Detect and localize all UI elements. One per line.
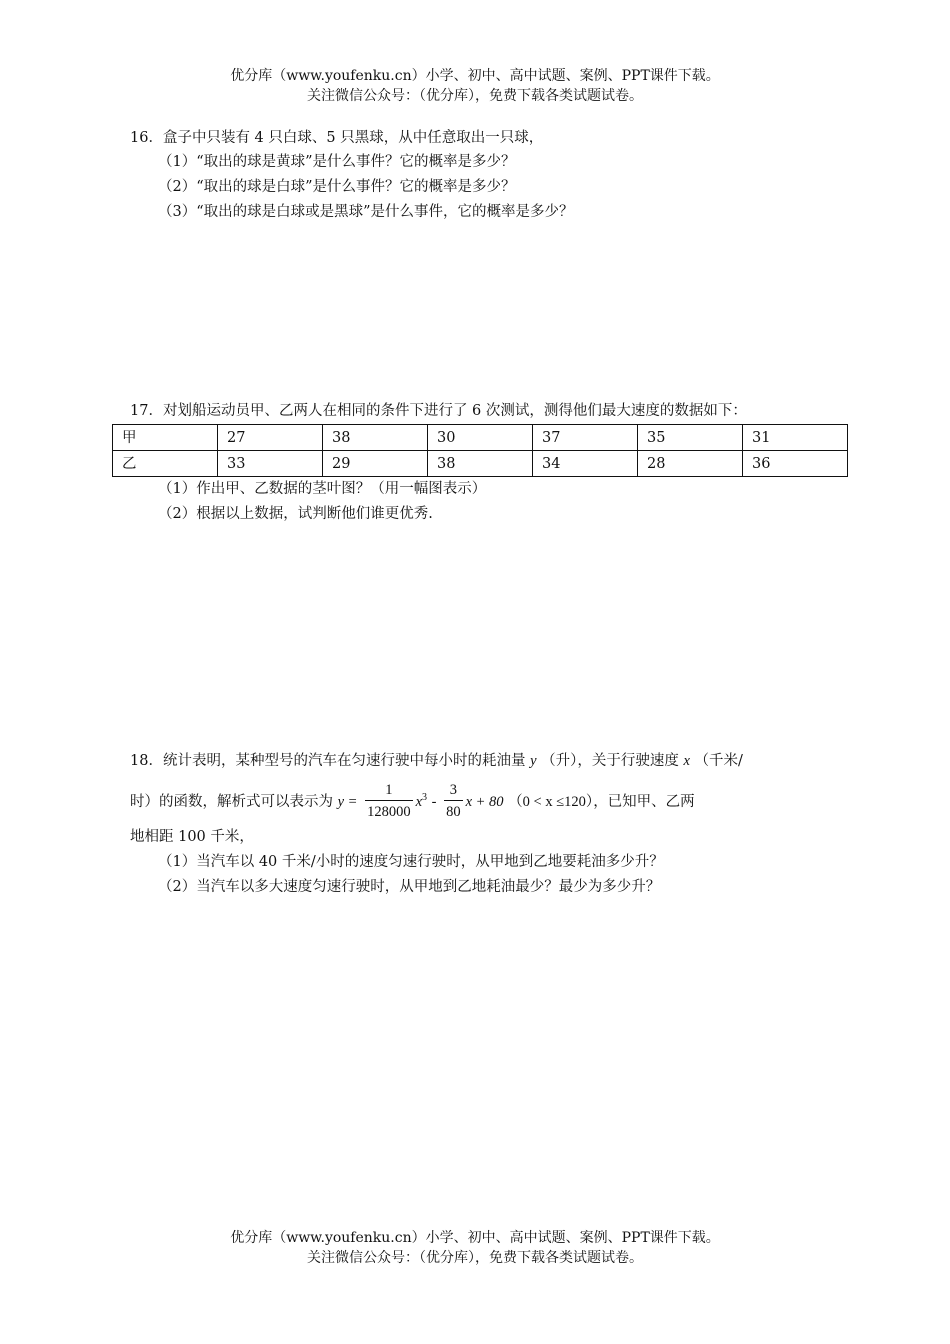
q18-part-2: （2）当汽车以多大速度匀速行驶时，从甲地到乙地耗油最少？最少为多少升？	[158, 879, 661, 895]
q16-part-3: （3）“取出的球是白球或是黑球”是什么事件，它的概率是多少？	[158, 204, 574, 220]
fraction-2-numerator: 3	[444, 780, 463, 801]
q18-stem-text: 18．统计表明，某种型号的汽车在匀速行驶中每小时的耗油量	[130, 753, 526, 769]
header-line-2: 关注微信公众号：（优分库），免费下载各类试题试卷。	[307, 88, 643, 104]
q16-part-1: （1）“取出的球是黄球”是什么事件？它的概率是多少？	[158, 154, 516, 170]
table-cell: 28	[638, 451, 743, 477]
table-cell: 37	[533, 425, 638, 451]
term-x-plus-80: x + 80	[465, 793, 504, 810]
q18-formula-tail: ，已知甲、乙两	[593, 793, 695, 810]
domain-condition: （0 < x ≤120）	[508, 793, 594, 810]
q18-unit-y: （升），关于行驶速度	[541, 753, 679, 769]
eq-lhs: y =	[337, 793, 358, 810]
table-cell: 36	[743, 451, 848, 477]
footer-line-2: 关注微信公众号：（优分库），免费下载各类试题试卷。	[307, 1250, 643, 1266]
table-row	[113, 425, 848, 451]
fraction-1-numerator: 1	[365, 780, 413, 801]
table-cell: 38	[428, 451, 533, 477]
exponent: 3	[422, 792, 428, 803]
table-cell: 38	[323, 425, 428, 451]
q18-part-1: （1）当汽车以 40 千米/小时的速度匀速行驶时，从甲地到乙地要耗油多少升？	[158, 854, 664, 870]
q18-unit-x: （千米/	[694, 753, 743, 769]
footer-line-1: 优分库（www.youfenku.cn）小学、初中、高中试题、案例、PPT课件下载。	[230, 1230, 720, 1246]
row-label: 乙	[113, 451, 218, 477]
table-cell: 29	[323, 451, 428, 477]
fraction-1	[365, 780, 413, 823]
var-y: y	[530, 753, 537, 769]
q18-formula-intro: 时）的函数，解析式可以表示为	[130, 793, 333, 810]
fraction-1-denominator: 128000	[367, 804, 411, 821]
speed-data-table	[112, 424, 848, 477]
minus-sign: -	[431, 793, 437, 810]
page-header	[0, 66, 950, 106]
fraction-2-denominator: 80	[446, 804, 461, 821]
fraction-2	[444, 780, 463, 823]
page-footer	[0, 1228, 950, 1268]
q18-stem	[130, 750, 743, 772]
table-row	[113, 451, 848, 477]
table-cell: 31	[743, 425, 848, 451]
q16-part-2: （2）“取出的球是白球”是什么事件？它的概率是多少？	[158, 179, 516, 195]
term-x-cubed: x	[415, 793, 423, 810]
table-cell: 30	[428, 425, 533, 451]
header-line-1: 优分库（www.youfenku.cn）小学、初中、高中试题、案例、PPT课件下载。	[230, 68, 720, 84]
table-cell: 34	[533, 451, 638, 477]
q16-stem: 16．盒子中只装有 4 只白球、5 只黑球，从中任意取出一只球，	[130, 130, 544, 146]
row-label: 甲	[113, 425, 218, 451]
table-cell: 35	[638, 425, 743, 451]
table-cell: 33	[218, 451, 323, 477]
q17-part-2: （2）根据以上数据，试判断他们谁更优秀.	[158, 506, 433, 522]
q18-line-3: 地相距 100 千米，	[130, 829, 254, 845]
var-x: x	[683, 753, 690, 769]
q17-stem: 17．对划船运动员甲、乙两人在相同的条件下进行了 6 次测试，测得他们最大速度的数据如下：	[130, 403, 747, 419]
q18-formula-line	[130, 776, 695, 824]
q17-part-1: （1）作出甲、乙数据的茎叶图？（用一幅图表示）	[158, 481, 487, 497]
table-cell: 27	[218, 425, 323, 451]
